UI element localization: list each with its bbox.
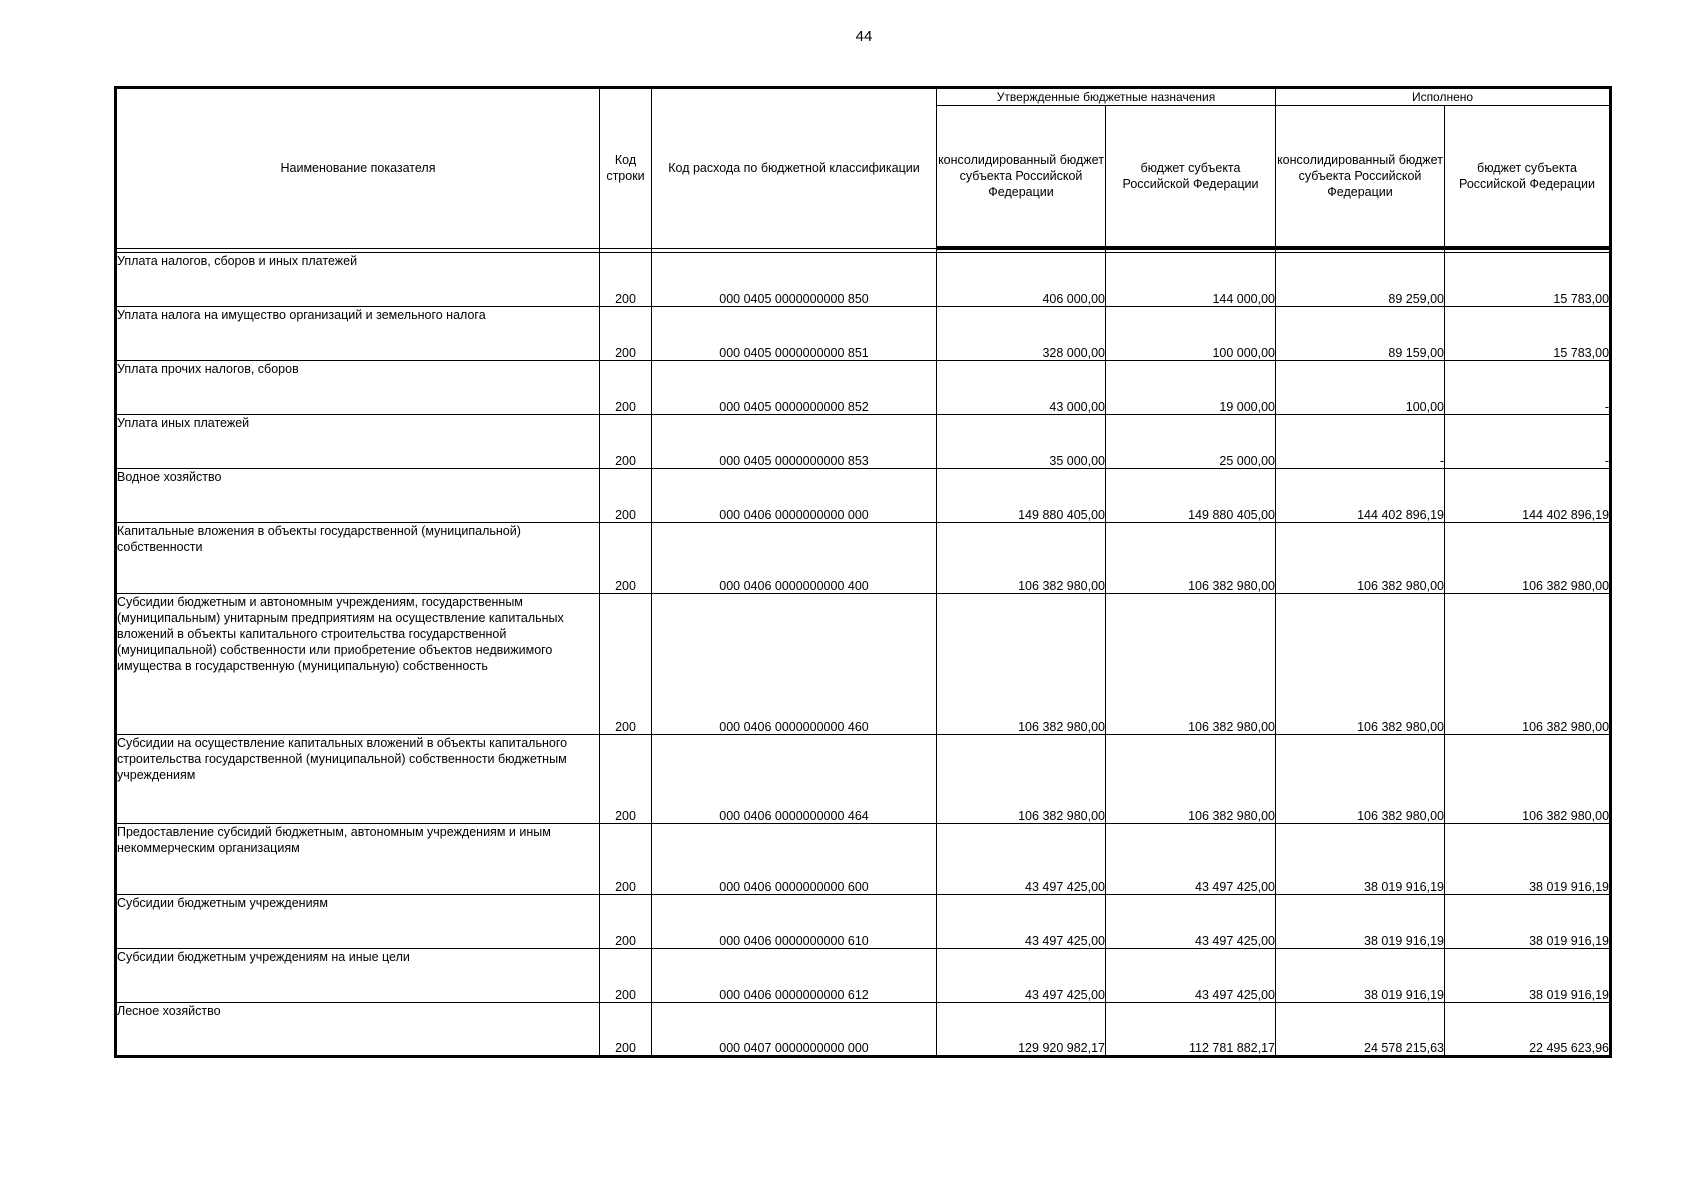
- row-code: 200: [600, 469, 652, 523]
- row-classification-code: 000 0405 0000000000 850: [652, 253, 937, 307]
- table-row: [116, 523, 1611, 594]
- row-executed-consolidated: 89 259,00: [1276, 253, 1445, 307]
- header-approved-group: Утвержденные бюджетные назначения: [937, 88, 1276, 106]
- row-approved-consolidated: 43 497 425,00: [937, 895, 1106, 949]
- row-executed-subject: 106 382 980,00: [1445, 594, 1611, 735]
- row-executed-consolidated: 100,00: [1276, 361, 1445, 415]
- row-name: Субсидии бюджетным учреждениям: [116, 895, 600, 949]
- row-code: 200: [600, 735, 652, 824]
- row-executed-subject: 15 783,00: [1445, 253, 1611, 307]
- row-classification-code: 000 0406 0000000000 400: [652, 523, 937, 594]
- row-executed-subject: 38 019 916,19: [1445, 824, 1611, 895]
- row-executed-subject: -: [1445, 415, 1611, 469]
- row-code: 200: [600, 415, 652, 469]
- row-approved-consolidated: 106 382 980,00: [937, 594, 1106, 735]
- row-classification-code: 000 0406 0000000000 610: [652, 895, 937, 949]
- row-approved-consolidated: 43 497 425,00: [937, 824, 1106, 895]
- row-name: Капитальные вложения в объекты государственной (муниципальной) собственности: [116, 523, 600, 594]
- header-row-code: Код строки: [600, 88, 652, 249]
- table-row: [116, 307, 1611, 361]
- row-approved-consolidated: 106 382 980,00: [937, 735, 1106, 824]
- table-row: [116, 253, 1611, 307]
- row-approved-subject: 43 497 425,00: [1106, 895, 1276, 949]
- row-code: 200: [600, 523, 652, 594]
- row-executed-subject: 106 382 980,00: [1445, 523, 1611, 594]
- row-classification-code: 000 0405 0000000000 851: [652, 307, 937, 361]
- row-approved-subject: 106 382 980,00: [1106, 594, 1276, 735]
- row-executed-consolidated: 89 159,00: [1276, 307, 1445, 361]
- header-executed-consolidated: консолидированный бюджет субъекта Российской Федерации: [1276, 106, 1445, 249]
- row-code: 200: [600, 824, 652, 895]
- row-approved-consolidated: 43 497 425,00: [937, 949, 1106, 1003]
- row-approved-consolidated: 149 880 405,00: [937, 469, 1106, 523]
- row-executed-subject: -: [1445, 361, 1611, 415]
- row-executed-consolidated: 106 382 980,00: [1276, 523, 1445, 594]
- row-approved-subject: 144 000,00: [1106, 253, 1276, 307]
- table-row: [116, 469, 1611, 523]
- row-approved-subject: 43 497 425,00: [1106, 949, 1276, 1003]
- row-name: Субсидии бюджетным учреждениям на иные цели: [116, 949, 600, 1003]
- row-code: 200: [600, 1003, 652, 1057]
- row-classification-code: 000 0405 0000000000 853: [652, 415, 937, 469]
- row-classification-code: 000 0406 0000000000 464: [652, 735, 937, 824]
- row-name: Субсидии бюджетным и автономным учреждениям, государственным (муниципальным) унитарным предприятиям на осуществление капитальных вложений в объекты капитального строительства государственной (муниципальной) собственности или приобретение объектов недвижимого имущества в государственную (муниципальную) собственность: [116, 594, 600, 735]
- table-row: [116, 735, 1611, 824]
- row-approved-subject: 25 000,00: [1106, 415, 1276, 469]
- header-executed-subject: бюджет субъекта Российской Федерации: [1445, 106, 1611, 249]
- row-classification-code: 000 0406 0000000000 612: [652, 949, 937, 1003]
- row-approved-subject: 106 382 980,00: [1106, 523, 1276, 594]
- row-executed-consolidated: 38 019 916,19: [1276, 949, 1445, 1003]
- row-code: 200: [600, 594, 652, 735]
- header-classification: Код расхода по бюджетной классификации: [652, 88, 937, 249]
- row-name: Уплата налогов, сборов и иных платежей: [116, 253, 600, 307]
- row-name: Уплата иных платежей: [116, 415, 600, 469]
- table-row: [116, 594, 1611, 735]
- row-approved-consolidated: 129 920 982,17: [937, 1003, 1106, 1057]
- table-row: [116, 361, 1611, 415]
- row-classification-code: 000 0405 0000000000 852: [652, 361, 937, 415]
- table-row: [116, 824, 1611, 895]
- row-name: Уплата прочих налогов, сборов: [116, 361, 600, 415]
- row-name: Субсидии на осуществление капитальных вложений в объекты капитального строительства государственной (муниципальной) собственности бюджетным учреждениям: [116, 735, 600, 824]
- row-approved-consolidated: 106 382 980,00: [937, 523, 1106, 594]
- row-name: Уплата налога на имущество организаций и земельного налога: [116, 307, 600, 361]
- row-name: Лесное хозяйство: [116, 1003, 600, 1057]
- row-executed-subject: 144 402 896,19: [1445, 469, 1611, 523]
- row-approved-consolidated: 328 000,00: [937, 307, 1106, 361]
- row-name: Предоставление субсидий бюджетным, автономным учреждениям и иным некоммерческим организациям: [116, 824, 600, 895]
- row-executed-subject: 38 019 916,19: [1445, 949, 1611, 1003]
- table-row: [116, 415, 1611, 469]
- header-approved-subject: бюджет субъекта Российской Федерации: [1106, 106, 1276, 249]
- row-executed-subject: 22 495 623,96: [1445, 1003, 1611, 1057]
- row-classification-code: 000 0406 0000000000 000: [652, 469, 937, 523]
- header-name: Наименование показателя: [116, 88, 600, 249]
- row-executed-consolidated: 144 402 896,19: [1276, 469, 1445, 523]
- row-approved-subject: 100 000,00: [1106, 307, 1276, 361]
- row-code: 200: [600, 307, 652, 361]
- row-executed-consolidated: 106 382 980,00: [1276, 735, 1445, 824]
- row-executed-consolidated: 24 578 215,63: [1276, 1003, 1445, 1057]
- row-approved-subject: 19 000,00: [1106, 361, 1276, 415]
- row-approved-subject: 106 382 980,00: [1106, 735, 1276, 824]
- page-number: 44: [855, 28, 873, 45]
- header-approved-consolidated: консолидированный бюджет субъекта Российской Федерации: [937, 106, 1106, 249]
- table-row: [116, 1003, 1611, 1057]
- row-executed-subject: 15 783,00: [1445, 307, 1611, 361]
- row-classification-code: 000 0407 0000000000 000: [652, 1003, 937, 1057]
- budget-execution-table: [114, 86, 1612, 1058]
- row-code: 200: [600, 949, 652, 1003]
- row-approved-consolidated: 43 000,00: [937, 361, 1106, 415]
- table-row: [116, 895, 1611, 949]
- row-executed-subject: 38 019 916,19: [1445, 895, 1611, 949]
- row-approved-subject: 43 497 425,00: [1106, 824, 1276, 895]
- row-classification-code: 000 0406 0000000000 460: [652, 594, 937, 735]
- row-executed-consolidated: -: [1276, 415, 1445, 469]
- row-name: Водное хозяйство: [116, 469, 600, 523]
- row-executed-subject: 106 382 980,00: [1445, 735, 1611, 824]
- row-executed-consolidated: 38 019 916,19: [1276, 895, 1445, 949]
- row-approved-consolidated: 406 000,00: [937, 253, 1106, 307]
- row-approved-subject: 112 781 882,17: [1106, 1003, 1276, 1057]
- row-code: 200: [600, 253, 652, 307]
- row-code: 200: [600, 361, 652, 415]
- row-classification-code: 000 0406 0000000000 600: [652, 824, 937, 895]
- table-row: [116, 949, 1611, 1003]
- row-executed-consolidated: 106 382 980,00: [1276, 594, 1445, 735]
- header-executed-group: Исполнено: [1276, 88, 1611, 106]
- row-executed-consolidated: 38 019 916,19: [1276, 824, 1445, 895]
- row-code: 200: [600, 895, 652, 949]
- row-approved-subject: 149 880 405,00: [1106, 469, 1276, 523]
- row-approved-consolidated: 35 000,00: [937, 415, 1106, 469]
